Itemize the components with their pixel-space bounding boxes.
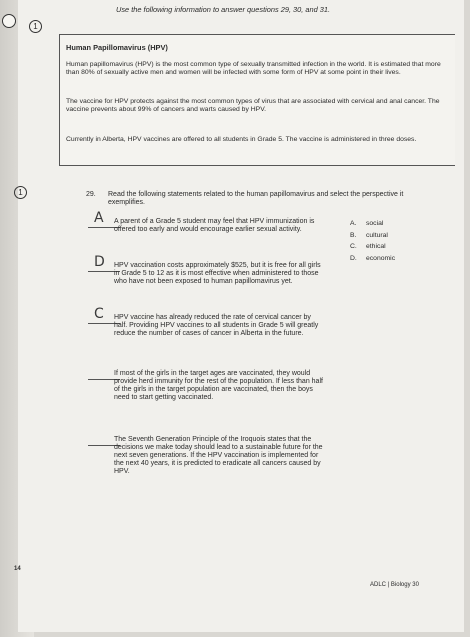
handwritten-answer: C: [94, 306, 104, 322]
option-row: [350, 230, 395, 242]
option-letter: C.: [350, 243, 357, 250]
statement-text: A parent of a Grade 5 student may feel that HPV immunization is offered too early and would encourage earlier sexual activity.: [114, 218, 315, 233]
option-letter: B.: [350, 231, 357, 239]
handwritten-answer: D: [94, 254, 105, 270]
question-number: 29.: [86, 191, 96, 198]
statement-text: HPV vaccine has already reduced the rate of cervical cancer by half. Providing HPV vaccines to all students in Grade 5 will greatly reduce the number of cases of cancer in Alberta in the future.: [114, 314, 319, 337]
instruction-text: Use the following information to answer questions 29, 30, and 31.: [116, 5, 331, 14]
answer-options: [350, 218, 395, 264]
option-row: [350, 218, 395, 230]
statement-text: If most of the girls in the target ages are vaccinated, they would provide herd immunity for the rest of the population. If less than half of the girls in the target population are vaccinated, then the boys need to start getting vaccinated.: [114, 370, 323, 401]
option-row: [350, 241, 395, 253]
option-label: ethical: [366, 243, 386, 250]
info-paragraph: Human papillomavirus (HPV) is the most common type of sexually transmitted infection in the world. It is estimated that more than 80% of sexually active men and women will be infected with some form of HPV at some point in their lives.: [66, 61, 441, 76]
info-paragraph: Currently in Alberta, HPV vaccines are offered to all students in Grade 5. The vaccine is administered in three doses.: [66, 136, 417, 143]
question-stem: Read the following statements related to the human papillomavirus and select the perspective it exemplifies.: [108, 191, 404, 206]
info-paragraph: The vaccine for HPV protects against the most common types of virus that are associated with cervical and anal cancer. The vaccine prevents about 99% of cancers and warts caused by HPV.: [66, 98, 440, 113]
option-label: economic: [366, 254, 396, 262]
page-number: 14: [14, 566, 21, 572]
info-box: [59, 34, 455, 166]
info-box-title: Human Papillomavirus (HPV): [66, 43, 168, 52]
option-letter: D.: [350, 254, 357, 262]
statement-text: The Seventh Generation Principle of the Iroquois states that the decisions we make today should lead to a sustainable future for the next seven generations. If the HPV vaccination is implemented for the next 40 years, it is predicted to eradicate all cancers caused by HPV.: [114, 436, 323, 475]
page-footer: ADLC | Biology 30: [370, 582, 419, 588]
option-label: social: [366, 220, 384, 227]
marker-circle-top: 1: [29, 20, 42, 33]
marker-circle-question: 1: [14, 186, 27, 199]
handwritten-answer: A: [94, 210, 104, 226]
option-letter: A.: [350, 220, 357, 227]
binder-hole: [2, 14, 16, 28]
option-label: cultural: [366, 231, 388, 239]
statement-text: HPV vaccination costs approximately $525, but it is free for all girls in Grade 5 to 12 as it is most effective when administered to those who have not been exposed to human papillomavirus yet.: [114, 262, 321, 285]
option-row: [350, 253, 395, 265]
